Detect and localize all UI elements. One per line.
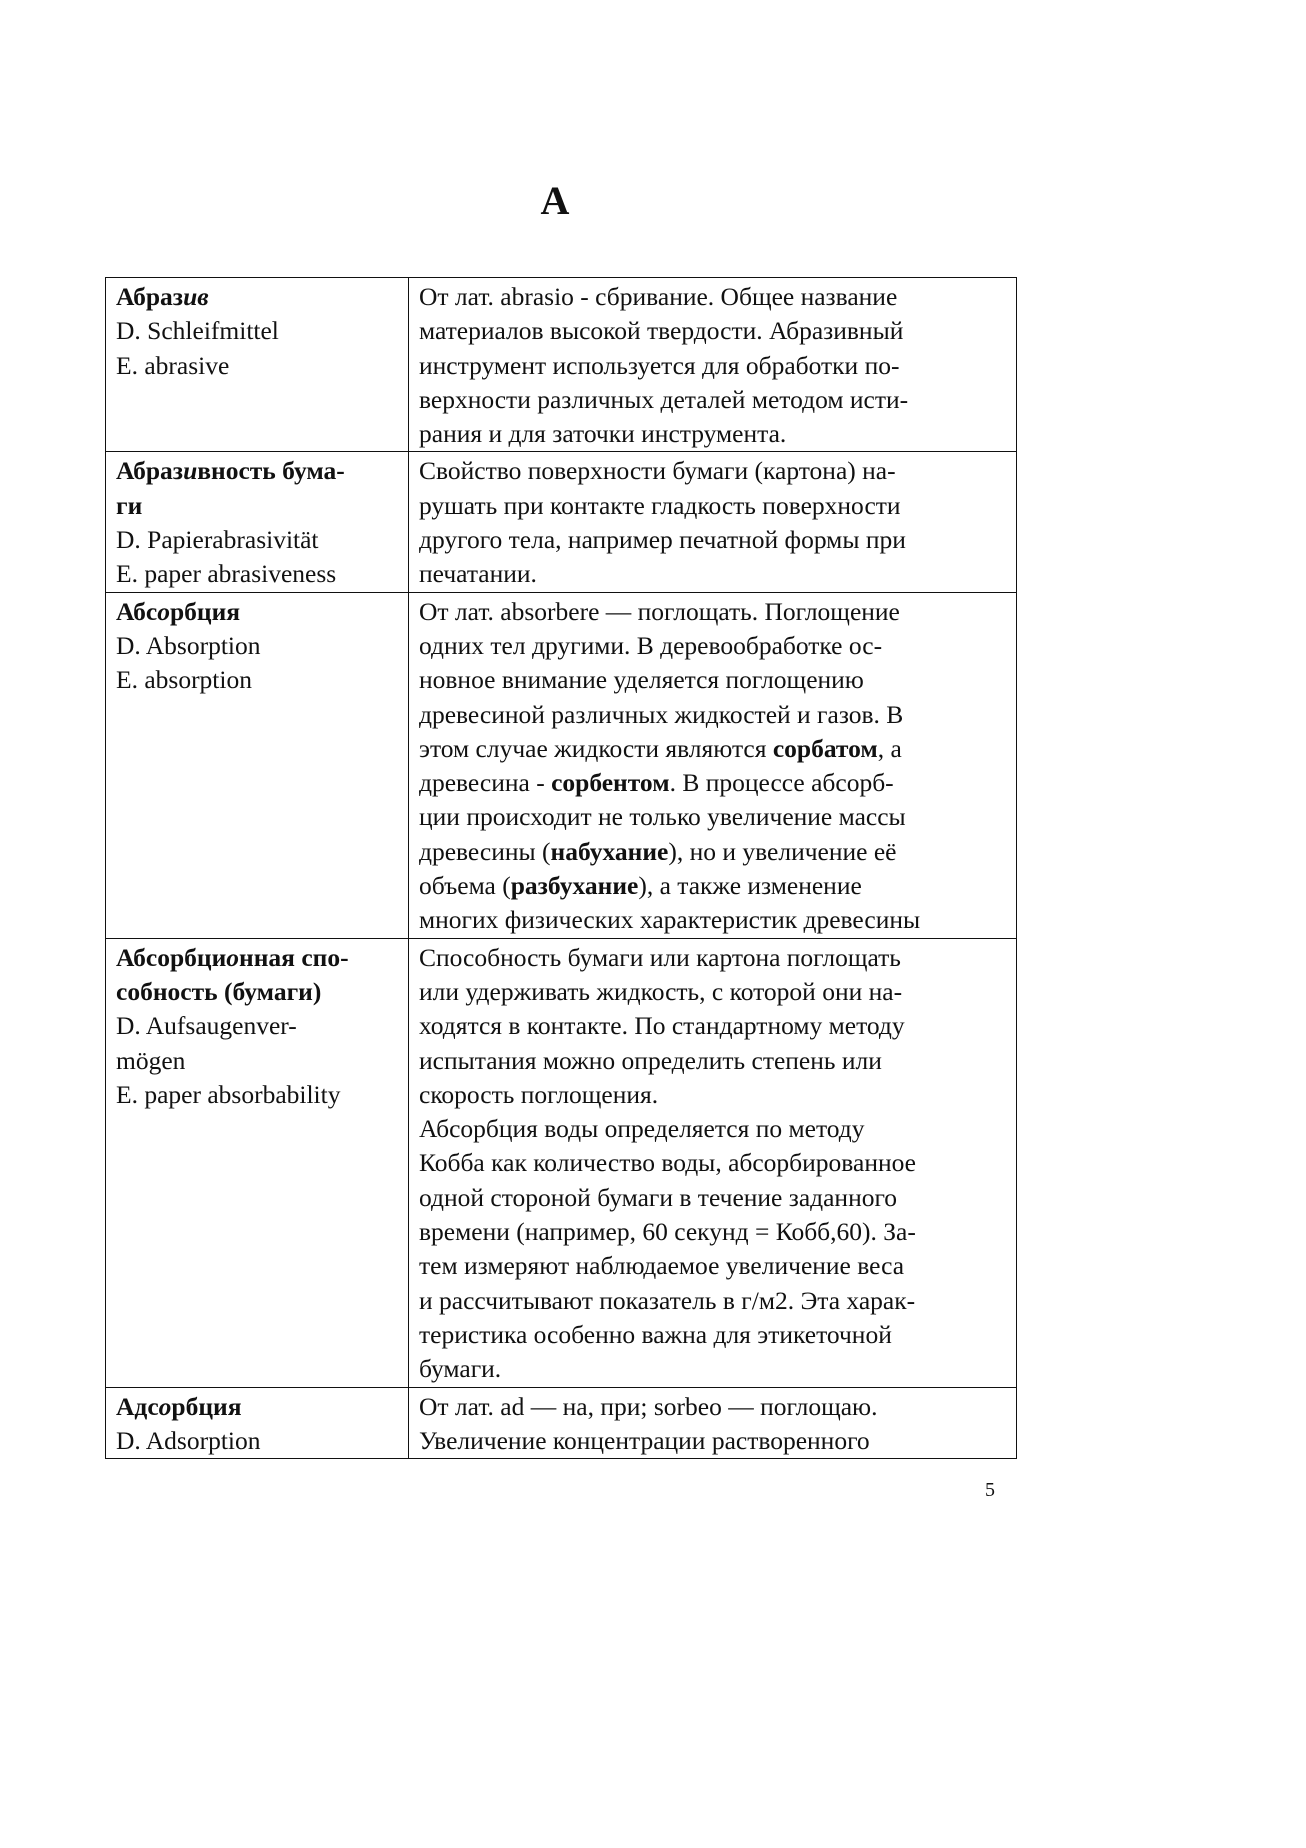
- definition-line: Абсорбция воды определяется по методу: [419, 1114, 865, 1144]
- glossary-row: [106, 592, 1017, 938]
- definition-line: тем измеряют наблюдаемое увеличение веса: [419, 1251, 905, 1281]
- definition-line: Свойство поверхности бумаги (картона) на-: [419, 456, 896, 486]
- term-title: Абсорбционная спо-: [116, 942, 349, 972]
- definition-line: скорость поглощения.: [419, 1079, 659, 1109]
- definition-cell: [409, 938, 1017, 1387]
- definition-line: От лат. ad — на, при; sorbeo — поглощаю.: [419, 1391, 878, 1421]
- term-cell: [106, 938, 409, 1387]
- term-title: Абразив: [116, 282, 209, 311]
- term-english: E. paper absorbability: [116, 1079, 341, 1109]
- definition-line: времени (например, 60 секунд = Кобб,60). За-: [419, 1217, 916, 1247]
- definition-line: ции происходит не только увеличение массы: [419, 802, 906, 832]
- definition-line: ходятся в контакте. По стандартному методу: [419, 1011, 905, 1041]
- glossary-row: [106, 452, 1017, 592]
- term-title: Абсорбция: [116, 596, 241, 626]
- key-term-expansion: разбухание: [510, 871, 639, 901]
- definition-cell: [409, 452, 1017, 592]
- term-german: D. Papierabrasivität: [116, 525, 319, 555]
- definition-line: инструмент используется для обработки по-: [419, 350, 900, 380]
- key-term-sorbent: сорбентом: [551, 768, 670, 798]
- definition-line: объема (разбухание), а также изменение: [419, 871, 862, 901]
- definition-line: рания и для заточки инструмента.: [419, 419, 787, 449]
- definition-line: материалов высокой твердости. Абразивный: [419, 316, 904, 346]
- glossary-row: [106, 938, 1017, 1387]
- term-german: D. Aufsaugenver-: [116, 1011, 297, 1041]
- glossary-row: [106, 1387, 1017, 1459]
- definition-line: и рассчитывают показатель в г/м2. Эта харак-: [419, 1285, 916, 1315]
- key-term-swelling: набухание: [550, 836, 669, 866]
- definition-line: Кобба как количество воды, абсорбированное: [419, 1148, 916, 1178]
- term-english: E. abrasive: [116, 350, 230, 380]
- definition-line: или удерживать жидкость, с которой они на-: [419, 976, 903, 1006]
- definition-line: новное внимание уделяется поглощению: [419, 665, 864, 695]
- term-german: D. Adsorption: [116, 1425, 261, 1455]
- section-letter-heading: А: [540, 178, 570, 223]
- term-english: E. absorption: [116, 665, 252, 695]
- definition-line: От лат. abrasio - сбривание. Общее название: [419, 282, 898, 311]
- definition-line: испытания можно определить степень или: [419, 1045, 882, 1075]
- definition-line: Способность бумаги или картона поглощать: [419, 942, 901, 972]
- definition-line: многих физических характеристик древесины: [419, 905, 921, 935]
- term-cell: [106, 278, 409, 452]
- definition-line: древесина - сорбентом. В процессе абсорб-: [419, 768, 894, 798]
- definition-line: древесиной различных жидкостей и газов. В: [419, 699, 904, 729]
- term-title: Адсорбция: [116, 1391, 242, 1421]
- term-english: E. paper abrasiveness: [116, 559, 337, 589]
- definition-line: древесины (набухание), но и увеличение её: [419, 836, 897, 866]
- definition-line: Увеличение концентрации растворенного: [419, 1425, 870, 1455]
- definition-cell: [409, 592, 1017, 938]
- term-cell: [106, 592, 409, 938]
- definition-line: другого тела, например печатной формы при: [419, 525, 906, 555]
- term-german-continuation: mögen: [116, 1045, 186, 1075]
- definition-cell: [409, 1387, 1017, 1459]
- term-cell: [106, 1387, 409, 1459]
- glossary-row: [106, 278, 1017, 452]
- term-german: D. Schleifmittel: [116, 316, 279, 346]
- definition-line: теристика особенно важна для этикеточной: [419, 1319, 892, 1349]
- definition-line: верхности различных деталей методом исти-: [419, 384, 909, 414]
- definition-line: одной стороной бумаги в течение заданного: [419, 1182, 898, 1212]
- term-cell: [106, 452, 409, 592]
- definition-cell: [409, 278, 1017, 452]
- term-title-continuation: собность (бумаги): [116, 976, 322, 1006]
- definition-line: одних тел другими. В деревообработке ос-: [419, 630, 883, 660]
- definition-line: этом случае жидкости являются сорбатом, а: [419, 733, 902, 763]
- definition-line: От лат. absorbere — поглощать. Поглощение: [419, 596, 900, 626]
- glossary-table: [105, 277, 1017, 1459]
- term-title-continuation: ги: [116, 490, 143, 520]
- key-term-sorbate: сорбатом: [772, 733, 878, 763]
- term-title: Абразивность бума-: [116, 456, 345, 486]
- term-german: D. Absorption: [116, 630, 261, 660]
- definition-line: бумаги.: [419, 1354, 502, 1384]
- page-number: 5: [985, 1479, 995, 1501]
- definition-line: рушать при контакте гладкость поверхности: [419, 490, 901, 520]
- definition-line: печатании.: [419, 559, 537, 589]
